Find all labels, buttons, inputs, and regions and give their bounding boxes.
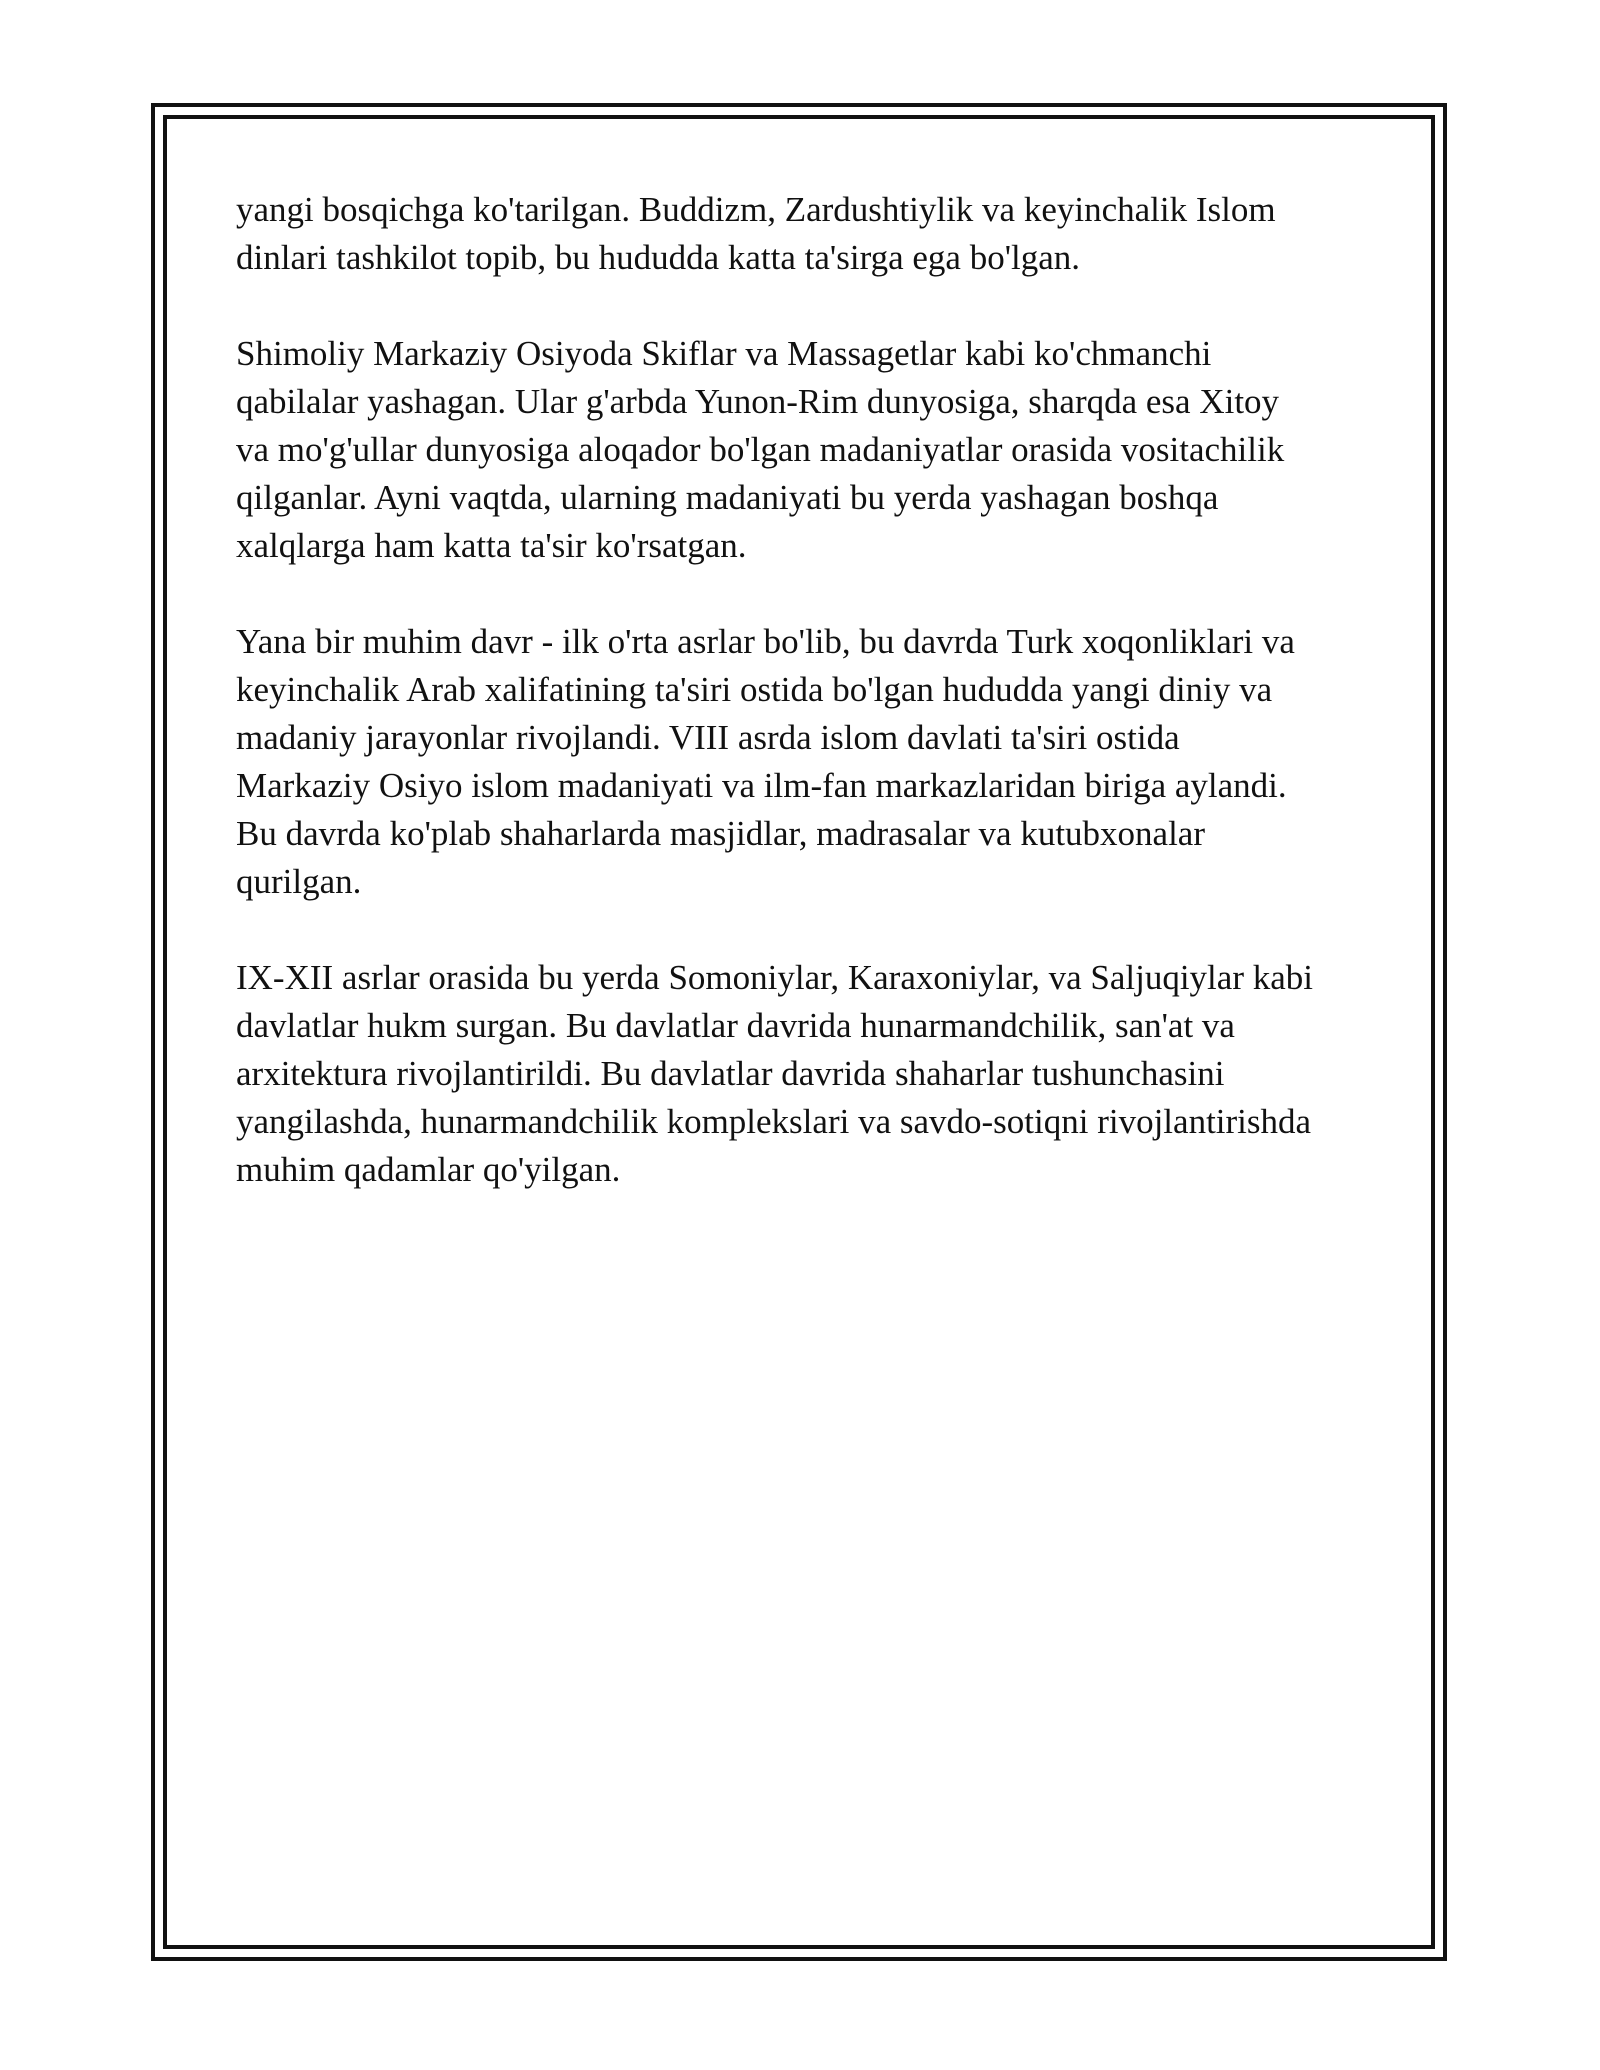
paragraph-4: IX-XII asrlar orasida bu yerda Somoniylar, Karaxoniylar, va Saljuqiylar kabi davlatlar hukm surgan. Bu davlatlar davrida hunarmandchilik, san'at va arxitektura rivojlantirildi. Bu davlatlar davrida shaharlar tushunchasini yangilashda, hunarmandchilik komplekslari va savdo-sotiqni rivojlantirishda muhim qadamlar qo'yilgan. — [236, 958, 1313, 1189]
paragraph-3: Yana bir muhim davr - ilk o'rta asrlar bo'lib, bu davrda Turk xoqonliklari va keyinchalik Arab xalifatining ta'siri ostida bo'lgan hududda yangi diniy va madaniy jarayonlar rivojlandi. VIII asrda islom davlati ta'siri ostida Markaziy Osiyo islom madaniyati va ilm-fan markazlaridan biriga aylandi. Bu davrda ko'plab shaharlarda masjidlar, madrasalar va kutubxonalar qurilgan. — [236, 622, 1295, 901]
paragraph-1: yangi bosqichga ko'tarilgan. Buddizm, Zardushtiylik va keyinchalik Islom dinlari tashkilot topib, bu hududda katta ta'sirga ega bo'lgan. — [236, 190, 1276, 277]
document-body — [236, 186, 1376, 1242]
paragraph-2: Shimoliy Markaziy Osiyoda Skiflar va Massagetlar kabi ko'chmanchi qabilalar yashagan. Ular g'arbda Yunon-Rim dunyosiga, sharqda esa Xitoy va mo'g'ullar dunyosiga aloqador bo'lgan madaniyatlar orasida vositachilik qilganlar. Ayni vaqtda, ularning madaniyati bu yerda yashagan boshqa xalqlarga ham katta ta'sir ko'rsatgan. — [236, 334, 1285, 565]
